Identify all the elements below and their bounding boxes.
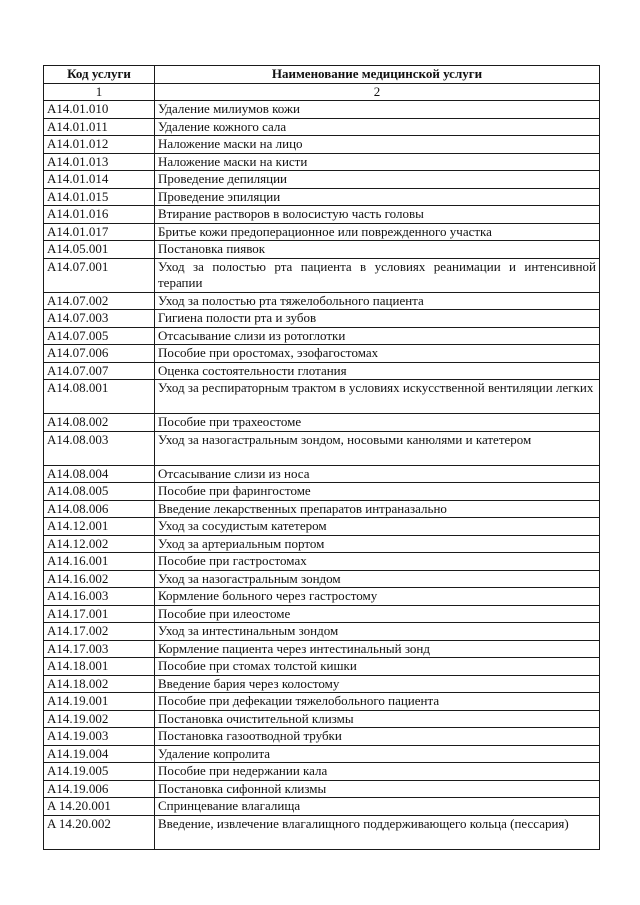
service-code: A14.07.003 [44,310,155,328]
service-name: Оценка состоятельности глотания [155,362,600,380]
services-table [43,65,600,850]
service-code: A14.07.007 [44,362,155,380]
service-code: A14.07.005 [44,327,155,345]
table-row [44,101,600,119]
service-code: A14.16.001 [44,553,155,571]
table-row [44,258,600,292]
table-body [44,101,600,850]
service-name: Уход за респираторным трактом в условиях искусственной вентиляции легких [155,380,600,414]
service-name: Удаление копролита [155,745,600,763]
service-code: A14.16.002 [44,570,155,588]
service-name: Отсасывание слизи из ротоглотки [155,327,600,345]
service-name: Пособие при фарингостоме [155,483,600,501]
service-name: Уход за артериальным портом [155,535,600,553]
service-name: Кормление пациента через интестинальный зонд [155,640,600,658]
service-name: Постановка сифонной клизмы [155,780,600,798]
service-code: A14.01.014 [44,171,155,189]
service-name: Удаление кожного сала [155,118,600,136]
service-code: A14.01.017 [44,223,155,241]
service-name: Проведение депиляции [155,171,600,189]
table-row [44,780,600,798]
service-name: Бритье кожи предоперационное или поврежденного участка [155,223,600,241]
service-name: Пособие при оростомах, эзофагостомах [155,345,600,363]
service-code: A14.07.001 [44,258,155,292]
service-code: A14.17.001 [44,605,155,623]
service-code: A14.12.001 [44,518,155,536]
service-code: A14.19.006 [44,780,155,798]
service-code: A14.18.002 [44,675,155,693]
table-row [44,465,600,483]
table-row [44,414,600,432]
table-row [44,292,600,310]
table-row [44,153,600,171]
table-row [44,570,600,588]
service-name: Постановка газоотводной трубки [155,728,600,746]
service-name: Пособие при недержании кала [155,763,600,781]
service-code: A 14.20.002 [44,815,155,849]
document-page [43,65,599,850]
table-row [44,745,600,763]
header-name: Наименование медицинской услуги [155,66,600,84]
service-code: A14.01.011 [44,118,155,136]
service-name: Гигиена полости рта и зубов [155,310,600,328]
table-row [44,798,600,816]
service-code: A14.19.001 [44,693,155,711]
table-row [44,380,600,414]
service-name: Пособие при стомах толстой кишки [155,658,600,676]
service-code: A14.01.012 [44,136,155,154]
table-row [44,223,600,241]
table-row [44,763,600,781]
service-code: A14.08.002 [44,414,155,432]
table-row [44,171,600,189]
service-name: Пособие при трахеостоме [155,414,600,432]
table-row [44,675,600,693]
table-row [44,815,600,849]
service-code: A14.08.004 [44,465,155,483]
table-row [44,728,600,746]
service-code: A14.19.002 [44,710,155,728]
service-code: A14.17.002 [44,623,155,641]
service-code: A14.01.013 [44,153,155,171]
service-code: A14.16.003 [44,588,155,606]
table-row [44,553,600,571]
service-code: A14.08.003 [44,431,155,465]
service-name: Пособие при гастростомах [155,553,600,571]
table-row [44,188,600,206]
table-row [44,310,600,328]
service-code: A14.01.010 [44,101,155,119]
service-code: A14.01.016 [44,206,155,224]
service-code: A14.08.005 [44,483,155,501]
service-code: A14.08.006 [44,500,155,518]
service-name: Уход за назогастральным зондом [155,570,600,588]
service-code: A14.17.003 [44,640,155,658]
service-name: Проведение эпиляции [155,188,600,206]
service-name: Втирание растворов в волосистую часть головы [155,206,600,224]
service-name: Кормление больного через гастростому [155,588,600,606]
column-number-2: 2 [155,83,600,101]
header-code: Код услуги [44,66,155,84]
service-code: A14.07.002 [44,292,155,310]
service-code: A14.01.015 [44,188,155,206]
table-row [44,535,600,553]
service-name: Постановка очистительной клизмы [155,710,600,728]
table-row [44,206,600,224]
service-name: Уход за полостью рта пациента в условиях реанимации и интенсивной терапии [155,258,600,292]
column-number-row [44,83,600,101]
service-name: Спринцевание влагалища [155,798,600,816]
service-name: Введение бария через колостому [155,675,600,693]
service-name: Постановка пиявок [155,241,600,259]
service-code: A14.19.005 [44,763,155,781]
service-code: A14.18.001 [44,658,155,676]
table-row [44,345,600,363]
header-row [44,66,600,84]
table-row [44,118,600,136]
table-row [44,327,600,345]
service-name: Уход за назогастральным зондом, носовыми канюлями и катетером [155,431,600,465]
table-row [44,640,600,658]
table-row [44,241,600,259]
service-name: Введение, извлечение влагалищного поддерживающего кольца (пессария) [155,815,600,849]
service-code: A14.05.001 [44,241,155,259]
service-name: Пособие при дефекации тяжелобольного пациента [155,693,600,711]
service-name: Наложение маски на лицо [155,136,600,154]
service-name: Отсасывание слизи из носа [155,465,600,483]
service-code: A14.19.003 [44,728,155,746]
table-row [44,518,600,536]
table-row [44,500,600,518]
service-code: A14.19.004 [44,745,155,763]
table-row [44,658,600,676]
service-name: Введение лекарственных препаратов интраназально [155,500,600,518]
table-row [44,710,600,728]
service-name: Уход за сосудистым катетером [155,518,600,536]
table-row [44,588,600,606]
table-row [44,136,600,154]
service-name: Наложение маски на кисти [155,153,600,171]
service-code: A 14.20.001 [44,798,155,816]
service-name: Уход за интестинальным зондом [155,623,600,641]
service-code: A14.07.006 [44,345,155,363]
table-row [44,431,600,465]
table-row [44,605,600,623]
table-row [44,693,600,711]
column-number-1: 1 [44,83,155,101]
service-code: A14.08.001 [44,380,155,414]
table-row [44,623,600,641]
service-name: Пособие при илеостоме [155,605,600,623]
service-name: Удаление милиумов кожи [155,101,600,119]
service-name: Уход за полостью рта тяжелобольного пациента [155,292,600,310]
table-row [44,483,600,501]
table-row [44,362,600,380]
service-code: A14.12.002 [44,535,155,553]
